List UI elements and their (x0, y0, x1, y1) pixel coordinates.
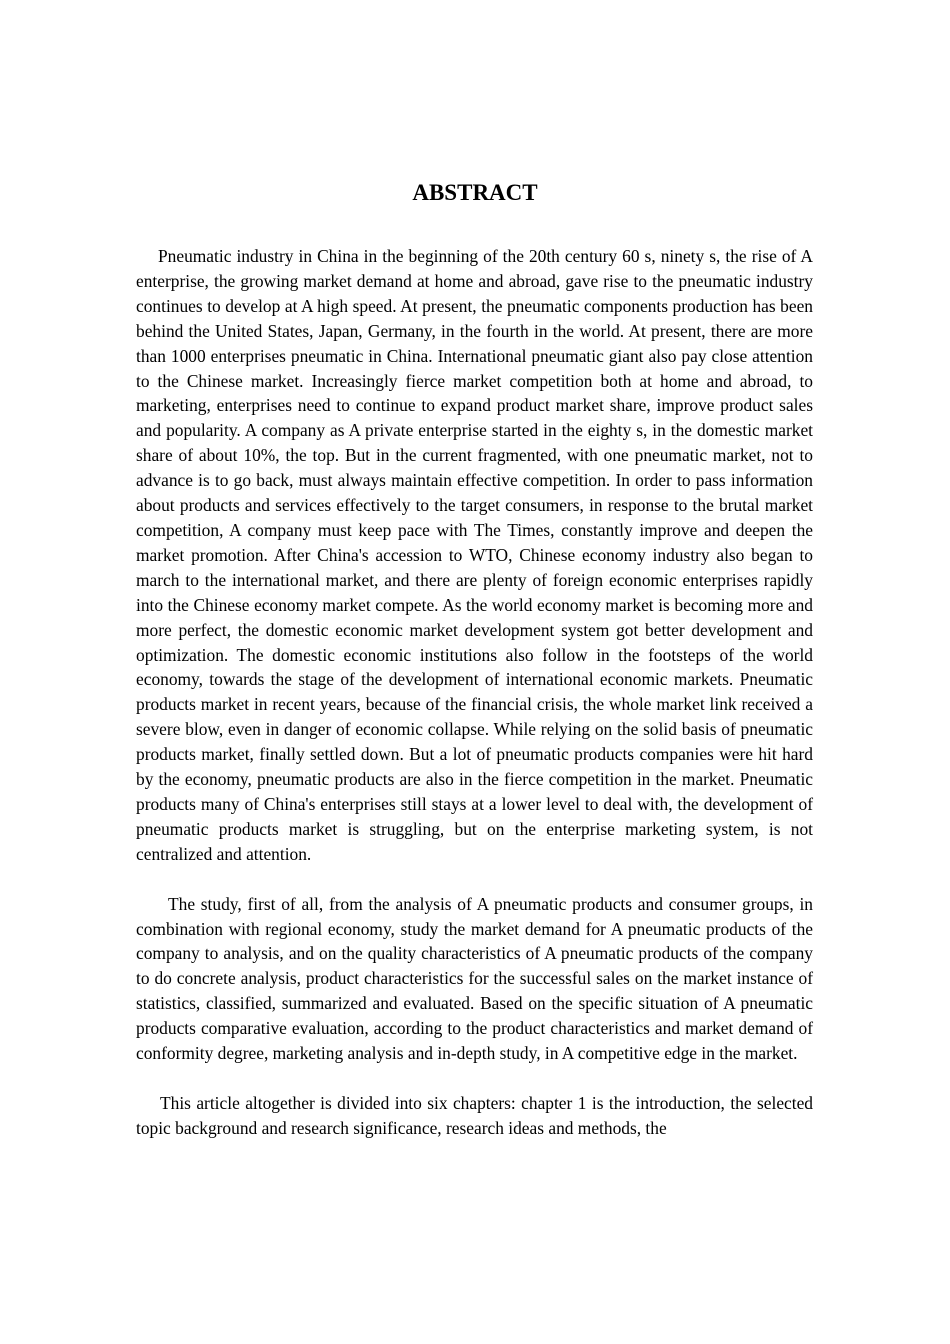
abstract-body (136, 244, 813, 1166)
abstract-paragraph-1: Pneumatic industry in China in the beginning of the 20th century 60 s, ninety s, the rise of A enterprise, the growing market demand at home and abroad, gave rise to the pneumatic industry continues to develop at A high speed. At present, the pneumatic components production has been behind the United States, Japan, Germany, in the fourth in the world. At present, there are more than 1000 enterprises pneumatic in China. International pneumatic giant also pay close attention to the Chinese market. Increasingly fierce market competition both at home and abroad, to marketing, enterprises need to continue to expand product market share, improve product sales and popularity. A company as A private enterprise started in the eighty s, in the domestic market share of about 10%, the top. But in the current fragmented, with one pneumatic market, not to advance is to go back, must always maintain effective competition. In order to pass information about products and services effectively to the target consumers, in response to the brutal market competition, A company must keep pace with The Times, constantly improve and deepen the market promotion. After China's accession to WTO, Chinese economy industry also began to march to the international market, and there are plenty of foreign economic enterprises rapidly into the Chinese economy market compete. As the world economy market is becoming more and more perfect, the domestic economic market development system got better development and optimization. The domestic economic institutions also follow in the footsteps of the world economy, towards the stage of the development of international economic markets. Pneumatic products market in recent years, because of the financial crisis, the whole market link received a severe blow, even in danger of economic collapse. While relying on the solid basis of pneumatic products market, finally settled down. But a lot of pneumatic products companies were hit hard by the economy, pneumatic products are also in the fierce competition in the market. Pneumatic products many of China's enterprises still stays at a lower level to deal with, the development of pneumatic products market is struggling, but on the enterprise marketing system, is not centralized and attention. (136, 246, 813, 864)
abstract-paragraph-3: This article altogether is divided into six chapters: chapter 1 is the introduction, the selected topic background and research significance, research ideas and methods, the (136, 1093, 813, 1138)
abstract-paragraph-2: The study, first of all, from the analysis of A pneumatic products and consumer groups, in combination with regional economy, study the market demand for A pneumatic products of the company to analysis, and on the quality characteristics of A pneumatic products of the company to do concrete analysis, product characteristics for the successful sales on the market instance of statistics, classified, summarized and evaluated. Based on the specific situation of A pneumatic products comparative evaluation, according to the product characteristics and market demand of conformity degree, marketing analysis and in-depth study, in A competitive edge in the market. (136, 893, 813, 1064)
page-title: ABSTRACT (412, 180, 538, 205)
